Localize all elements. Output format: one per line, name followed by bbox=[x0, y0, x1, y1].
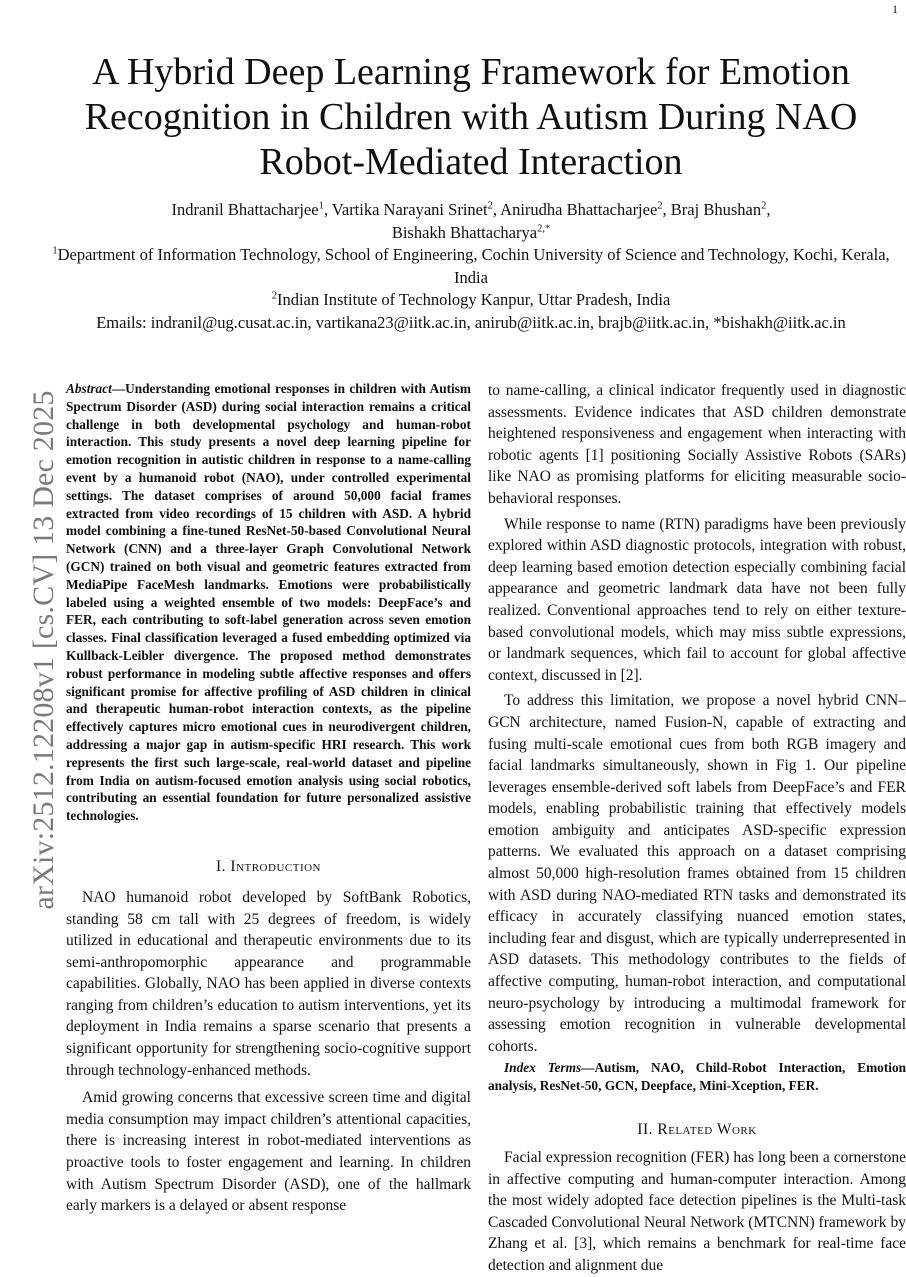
paragraph: To address this limitation, we propose a novel hybrid CNN–GCN architecture, named Fusion-N, capable of extracting and fusing multi-scale emotional cues from both RGB imagery and facial landmarks simultaneously, shown in Fig 1. Our pipeline leverages ensemble-derived soft labels from DeepFace’s and FER models, enabling probabilistic training that effectively models emotion ambiguity and anticipates ASD-specific expression patterns. We evaluated this approach on a dataset comprising almost 50,000 high-resolution frames obtained from 15 children with ASD during NAO-mediated RTN tasks and demonstrated its efficacy in accurately classifying nuanced emotion states, including fear and disgust, which are typically underrepresented in ASD datasets. This methodology contributes to the fields of affective computing, human-robot interaction, and computational neuro-psychology by introducing a multimodal framework for assessing emotion recognition in vulnerable developmental cohorts. bbox=[488, 692, 906, 1055]
email-list: Emails: indranil@ug.cusat.ac.in, vartikana23@iitk.ac.in, anirub@iitk.ac.in, brajb@iitk.ac.in, *bishakh@iitk.ac.in bbox=[96, 313, 846, 332]
page-number: 1 bbox=[892, 2, 898, 16]
paragraph: to name-calling, a clinical indicator frequently used in diagnostic assessments. Evidence indicates that ASD children demonstrate heightened responsiveness and engagement when interacting with robotic agents [1] positioning Socially Assistive Robots (SARs) like NAO as promising platforms for eliciting measurable socio-behavioral responses. bbox=[488, 382, 906, 507]
index-terms-label: Index Terms bbox=[504, 1060, 582, 1076]
paragraph: Facial expression recognition (FER) has long been a cornerstone in affective computing and human-computer interaction. Among the most widely adopted face detection pipelines is the Multi-task Cascaded Convolutional Neural Network (MTCNN) framework by Zhang et al. [3], which remains a benchmark for real-time face detection and alignment due bbox=[488, 1149, 906, 1274]
paragraph: NAO humanoid robot developed by SoftBank Robotics, standing 58 cm tall with 25 degrees of freedom, is widely utilized in educational and therapeutic environments due to its semi-anthropomorphic appearance and programmable capabilities. Globally, NAO has been applied in diverse contexts ranging from children’s education to autism interventions, yet its deployment in India remains a sparse scenario that presents a significant opportunity for strengthening socio-cognitive support through technology-enhanced methods. bbox=[66, 888, 471, 1079]
author: Bishakh Bhattacharya$^{2,*}$ bbox=[391, 223, 551, 242]
paragraph: While response to name (RTN) paradigms have been previously explored within ASD diagnostic protocols, integration with robust, deep learning based emotion detection especially combining facial appearance and geometric landmark data have not been fully realized. Conventional approaches tend to rely on either texture-based convolutional models, which may miss subtle expressions, or landmark sequences, which fail to account for global affective context, discussed in [2]. bbox=[488, 515, 906, 684]
right-column bbox=[488, 380, 906, 1277]
abstract-body: —Understanding emotional responses in children with Autism Spectrum Disorder (ASD) during social interaction remains a critical challenge in both developmental psychology and human-robot interaction. This study presents a novel deep learning pipeline for emotion recognition in autistic children in response to a name-calling event by a humanoid robot (NAO), under controlled experimental settings. The dataset comprises of around 50,000 facial frames extracted from video recordings of 15 children with ASD. A hybrid model combining a fine-tuned ResNet-50-based Convolutional Neural Network (CNN) and a three-layer Graph Convolutional Network (GCN) trained on both visual and geometric features extracted from MediaPipe FaceMesh landmarks. Emotions were probabilistically labeled using a weighted ensemble of two models: DeepFace’s and FER, each contributing to soft-label generation across seven emotion classes. Final classification leveraged a fused embedding optimized via Kullback-Leibler divergence. The proposed method demonstrates robust performance in modeling subtle affective responses and offers significant promise for affective profiling of ASD children in clinical and therapeutic human-robot interaction contexts, as the pipeline effectively captures micro emotional cues in neurodivergent children, addressing a major gap in autism-specific HRI research. This work represents the first such large-scale, real-world dataset and pipeline from India on autism-focused emotion analysis using social robotics, contributing an essential foundation for future personalized assistive technologies. bbox=[66, 381, 471, 824]
abstract-label: Abstract bbox=[66, 381, 112, 396]
section-heading-related-work: II. Related Work bbox=[637, 1121, 757, 1138]
section-heading-introduction: I. Introduction bbox=[215, 857, 321, 875]
affiliation-2: $^2$Indian Institute of Technology Kanpur, Uttar Pradesh, India bbox=[271, 290, 671, 309]
paragraph: Amid growing concerns that excessive screen time and digital media consumption may impact children’s attentional capacities, there is increasing interest in robot-mediated interventions as proactive tools to foster engagement and learning. In children with Autism Spectrum Disorder (ASD), one of the hallmark early markers is a delayed or absent response bbox=[66, 1089, 471, 1215]
affiliation-1: $^1$Department of Information Technology, School of Engineering, Cochin University of Science and Technology, Kochi, Kerala, India bbox=[52, 245, 890, 287]
author: Braj Bhushan$^2$, bbox=[670, 200, 771, 219]
abstract bbox=[66, 380, 471, 825]
author: Anirudha Bhattacharjee$^2$, bbox=[500, 200, 671, 219]
arxiv-stamp: arXiv:2512.12208v1 [cs.CV] 13 Dec 2025 bbox=[27, 390, 60, 910]
index-terms-body: —Autism, NAO, Child-Robot Interaction, Emotion analysis, ResNet-50, GCN, Deepface, Mini-Xception, FER. bbox=[488, 1060, 906, 1094]
paper-title: A Hybrid Deep Learning Framework for Emotion Recognition in Children with Autism During NAO Robot-Mediated Interaction bbox=[84, 51, 858, 183]
author-list bbox=[48, 198, 894, 244]
author: Indranil Bhattacharjee$^1$, bbox=[171, 200, 332, 219]
left-column bbox=[66, 380, 471, 1217]
author: Vartika Narayani Srinet$^2$, bbox=[331, 200, 501, 219]
index-terms bbox=[488, 1059, 906, 1095]
